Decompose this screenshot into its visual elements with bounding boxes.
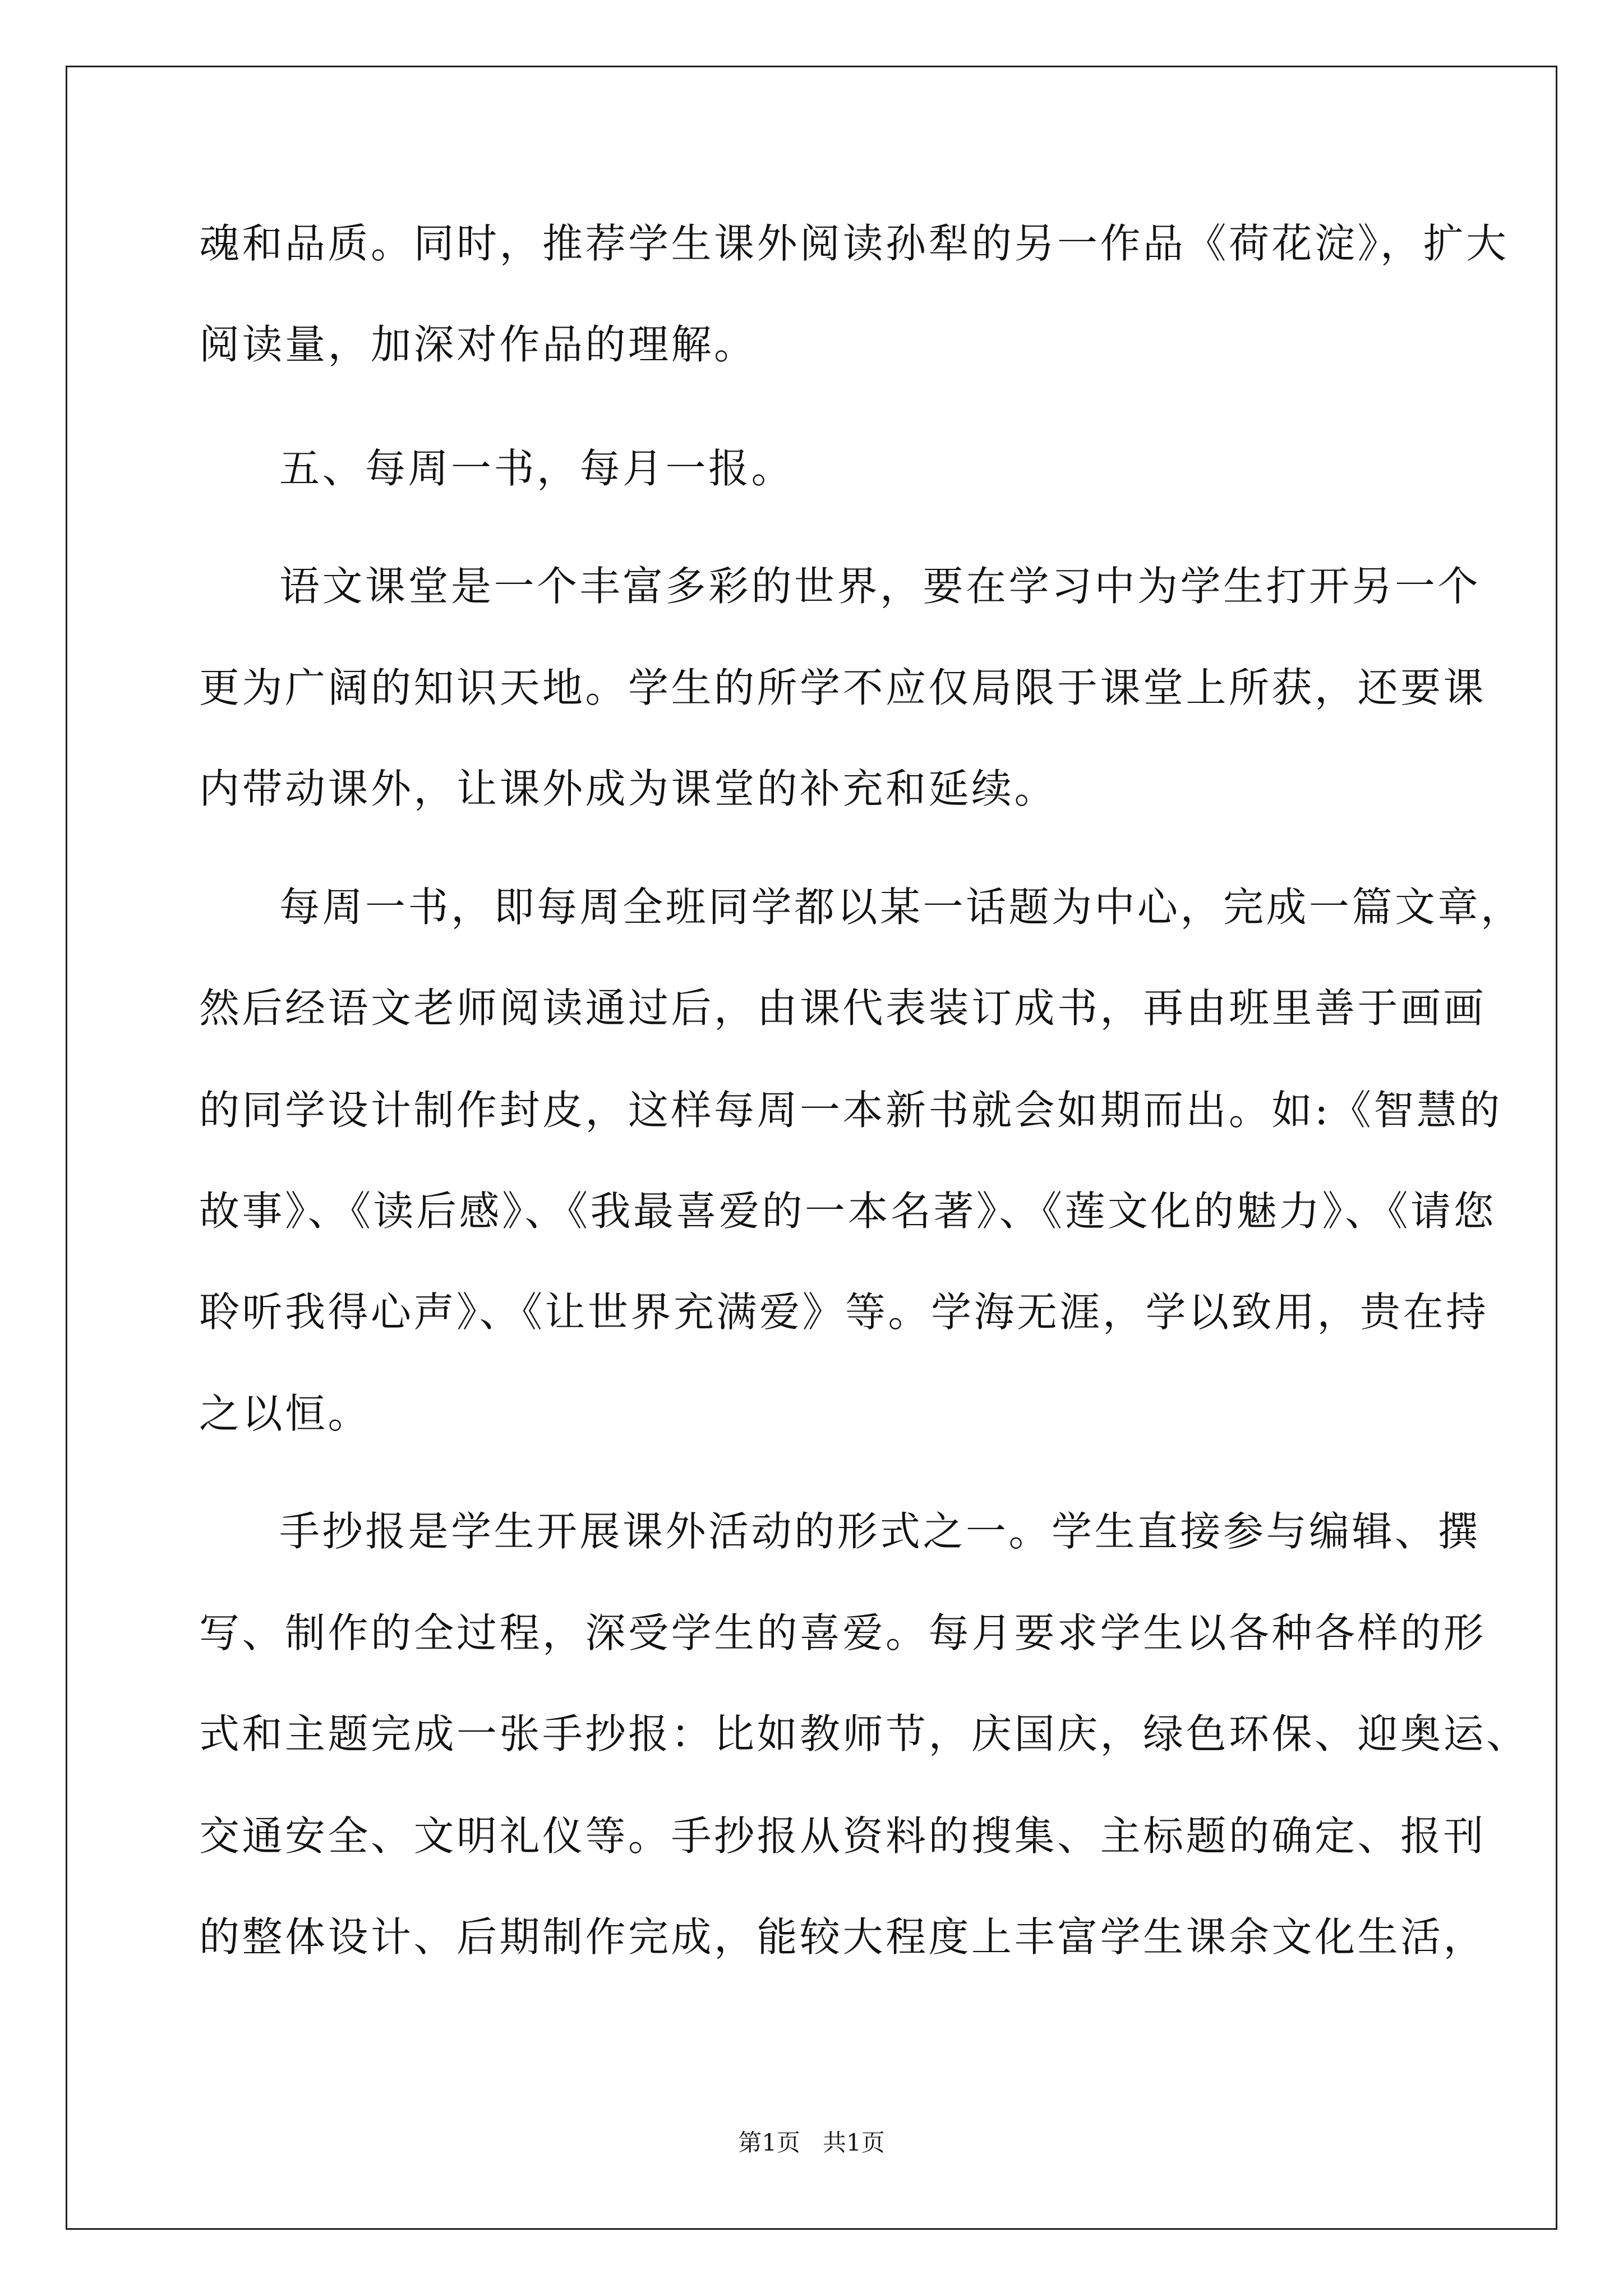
body-text-line: 语文课堂是一个丰富多彩的世界，要在学习中为学生打开另一个 bbox=[279, 563, 1481, 610]
body-text-line: 更为广阔的知识天地。学生的所学不应仅局限于课堂上所获，还要课 bbox=[199, 664, 1487, 711]
body-text-line: 然后经语文老师阅读通过后，由课代表装订成书，再由班里善于画画 bbox=[199, 984, 1487, 1032]
body-text-line: 聆听我得心声》、《让世界充满爱》等。学海无涯，学以致用，贵在持 bbox=[199, 1289, 1489, 1336]
body-text-line: 交通安全、文明礼仪等。手抄报从资料的搜集、主标题的确定、报刊 bbox=[199, 1812, 1487, 1860]
body-text-line: 故事》、《读后感》、《我最喜爱的一本名著》、《莲文化的魅力》、《请您 bbox=[199, 1188, 1497, 1235]
body-text-line: 阅读量，加深对作品的理解。 bbox=[199, 321, 757, 368]
page-footer: 第1页 共1页 bbox=[738, 2129, 885, 2156]
section-heading: 五、每周一书，每月一报。 bbox=[279, 445, 795, 492]
body-text-line: 手抄报是学生开展课外活动的形式之一。学生直接参与编辑、撰 bbox=[279, 1508, 1481, 1555]
body-text-line: 之以恒。 bbox=[199, 1390, 371, 1437]
body-text-line: 的同学设计制作封皮，这样每周一本新书就会如期而出。如:《智慧的 bbox=[199, 1087, 1502, 1134]
body-text-line: 内带动课外，让课外成为课堂的补充和延续。 bbox=[199, 765, 1058, 812]
page-border bbox=[66, 66, 1557, 2230]
body-text-line: 的整体设计、后期制作完成，能较大程度上丰富学生课余文化生活， bbox=[199, 1913, 1487, 1961]
body-text-line: 写、制作的全过程，深受学生的喜爱。每月要求学生以各种各样的形 bbox=[199, 1609, 1487, 1657]
body-text-line: 式和主题完成一张手抄报：比如教师节，庆国庆，绿色环保、迎奥运、 bbox=[199, 1710, 1529, 1757]
body-text-line: 每周一书，即每周全班同学都以某一话题为中心，完成一篇文章， bbox=[279, 884, 1524, 931]
body-text-line: 魂和品质。同时，推荐学生课外阅读孙犁的另一作品《荷花淀》，扩大 bbox=[199, 220, 1509, 267]
